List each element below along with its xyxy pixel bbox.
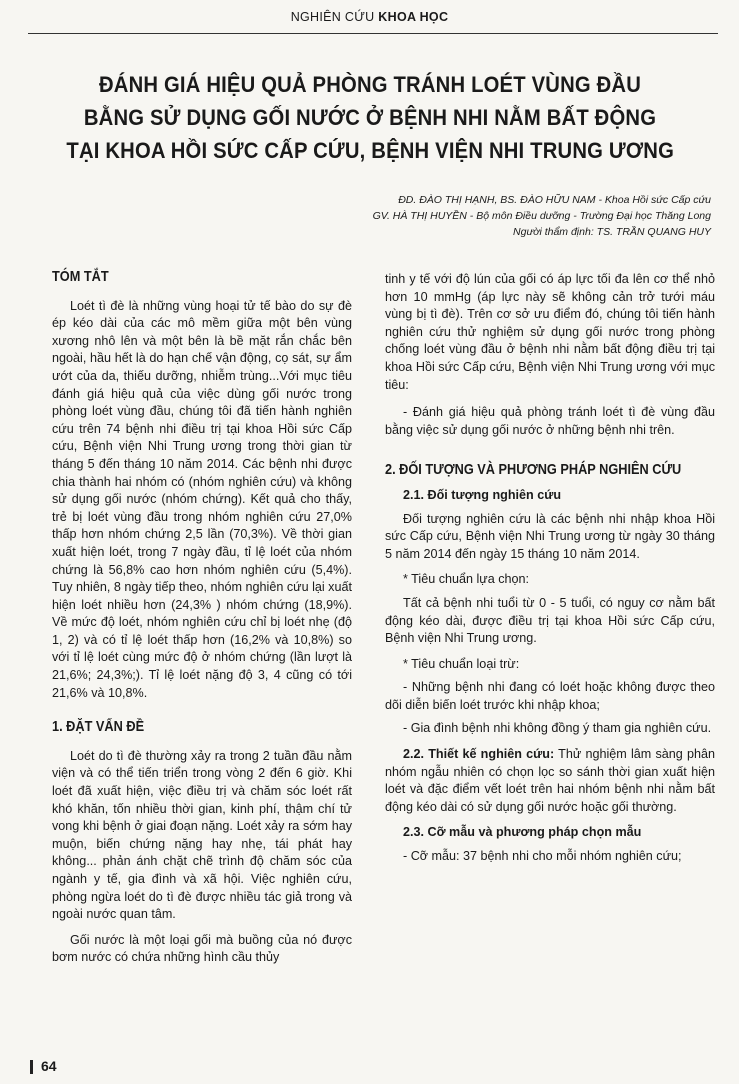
author-line-2: GV. HÀ THỊ HUYỀN - Bộ môn Điều dưỡng - Trường Đại học Thăng Long — [372, 210, 711, 222]
title-line-2: BẰNG SỬ DỤNG GỐI NƯỚC Ở BỆNH NHI NẰM BẤT ĐỘNG — [83, 105, 657, 130]
author-line-3: Người thẩm định: TS. TRẦN QUANG HUY — [513, 226, 711, 238]
subsection-2-2-text: Thử nghiệm lâm sàng phân nhóm ngẫu nhiên có chọn lọc so sánh thời gian xuất hiện loét và đặc điểm vết loét trên hai nhóm bệnh nhi nằm bất động kéo dài có sử dụng gối nước hoặc gối thường. — [385, 747, 715, 814]
subsection-2-3-heading: 2.3. Cỡ mẫu và phương pháp chọn mẫu — [403, 825, 642, 840]
page-number: 64 — [41, 1058, 57, 1074]
page-footer — [30, 1058, 57, 1074]
header-prefix: NGHIÊN CỨU — [290, 10, 375, 24]
continued-paragraph: tinh y tế với độ lún của gối có áp lực tối đa lên cơ thể nhỏ hơn 10 mmHg (áp lực này sẽ không cản trở tưới máu vùng bị tì đè). Trên cơ sở ưu điểm đó, chúng tôi tiến hành nghiên cứu thử nghiệm sử dụng gối nước trong phòng chống loét vùng đầu ở bệnh nhi nằm bất động điều trị tại khoa Hồi sức Cấp cứu, Bệnh viện Nhi Trung ương với mục tiêu: — [385, 272, 715, 392]
header-suffix: KHOA HỌC — [378, 10, 449, 24]
author-line-1: ĐD. ĐÀO THỊ HẠNH, BS. ĐÀO HỮU NAM - Khoa Hồi sức Cấp cứu — [398, 194, 711, 206]
title-line-3: TẠI KHOA HỒI SỨC CẤP CỨU, BỆNH VIỆN NHI TRUNG ƯƠNG — [66, 138, 675, 163]
summary-paragraph: Loét tì đè là những vùng hoại tử tế bào do sự đè ép kéo dài của các mô mềm giữa một bên vùng xương nhô lên và một bên là bề mặt rắn chắc bên ngoài, hầu hết là do hạn chế vận động, cọ sát, sự ẩm ướt của da, thiếu dưỡng, nhiễm trùng...Với mục tiêu đánh giá hiệu quả của việc dùng gối nước trong phòng loét vùng đầu, chúng tôi đã tiến hành nghiên cứu trên 74 bệnh nhi điều trị tại khoa Hồi sức Cấp cứu, Bệnh viện Nhi Trung ương trong thời gian từ tháng 5 đến tháng 10 năm 2014. Các bệnh nhi được chia thành hai nhóm có (nhóm nghiên cứu) và không sử dụng gối nước (nhóm chứng). Kết quả cho thấy, trẻ bị loét vùng đầu trong nhóm nghiên cứu 27,0% thấp hơn nhóm chứng 2,5 lần (70,3%). Về thời gian xuất hiện loét, trong 7 ngày đầu, tỉ lệ loét của nhóm chứng là 56,8% cao hơn nhóm nghiên cứu (5,4%). Tuy nhiên, 8 ngày tiếp theo, nhóm nghiên cứu lại xuất hiện loét nhiều hơn (24,3% ) nhóm chứng (18,9%). Về mức độ loét, nhóm nghiên cứu chỉ bị loét nhẹ (độ 1, 2) và có tỉ lệ loét thấp hơn (16,2% và 10,8%) so với tỉ lệ loét cùng mức độ ở nhóm chứng (lần lượt là 21,6%; 24,3%;). Tỉ lệ loét nặng độ 3, 4 cũng có tới 21,6% và 10,8%. — [52, 298, 352, 700]
header-rule — [28, 33, 718, 34]
subsection-2-1-paragraph: Đối tượng nghiên cứu là các bệnh nhi nhập khoa Hồi sức Cấp cứu, Bệnh viện Nhi Trung ương từ ngày 30 tháng 5 năm 2014 đến ngày 15 tháng 10 năm 2014. — [385, 511, 715, 561]
footer-bar — [30, 1060, 33, 1074]
section-1-heading: 1. ĐẶT VẤN ĐỀ — [52, 718, 145, 736]
right-column — [385, 271, 715, 866]
subsection-2-2-paragraph — [385, 746, 715, 816]
exclusion-heading: * Tiêu chuẩn loại trừ: — [403, 656, 520, 671]
title-line-1: ĐÁNH GIÁ HIỆU QUẢ PHÒNG TRÁNH LOÉT VÙNG ĐẦU — [98, 72, 642, 97]
exclusion-item-1: - Những bệnh nhi đang có loét hoặc không được theo dõi diễn biến loét trước khi nhập khoa; — [385, 680, 715, 712]
inclusion-paragraph: Tất cả bệnh nhi tuổi từ 0 - 5 tuổi, có nguy cơ nằm bất động kéo dài, được điều trị tại khoa Hồi sức Cấp cứu, Bệnh viện Nhi Trung ương. — [385, 595, 715, 646]
author-block — [271, 192, 711, 240]
left-column — [52, 268, 352, 967]
objective-paragraph: - Đánh giá hiệu quả phòng tránh loét tì đè vùng đầu bằng việc sử dụng gối nước ở những bệnh nhi trên. — [385, 405, 715, 437]
subsection-2-2-label: 2.2. Thiết kế nghiên cứu: — [403, 747, 555, 762]
subsection-2-1-heading: 2.1. Đối tượng nghiên cứu — [403, 487, 562, 502]
exclusion-item-2: - Gia đình bệnh nhi không đồng ý tham gia nghiên cứu. — [403, 721, 712, 736]
summary-heading: TÓM TẮT — [52, 268, 109, 285]
section-2-heading: 2. ĐỐI TƯỢNG VÀ PHƯƠNG PHÁP NGHIÊN CỨU — [385, 461, 682, 479]
running-header — [0, 10, 739, 24]
subsection-2-3-paragraph: - Cỡ mẫu: 37 bệnh nhi cho mỗi nhóm nghiên cứu; — [403, 849, 682, 864]
inclusion-heading: * Tiêu chuẩn lựa chọn: — [403, 572, 530, 587]
section-1-paragraph-2: Gối nước là một loại gối mà buồng của nó được bơm nước có chứa những hình cầu thủy — [52, 932, 352, 965]
article-title — [66, 68, 673, 167]
section-1-paragraph-1: Loét do tì đè thường xảy ra trong 2 tuần đầu nằm viện và có thể tiến triển trong vòng 2 đến 6 giờ. Khi loét đã xuất hiện, việc điều trị và chăm sóc loét rất khó khăn, tốn nhiều thời gian, kinh phí, thậm chí tử vong khi bệnh ở giai đoạn nặng. Loét xảy ra sớm hay muộn, biến chứng nặng hay nhẹ, tái phát hay không... phản ánh chặt chẽ trình độ chăm sóc của ngành y tế, gia đình và xã hội. Việc nghiên cứu, phòng ngừa loét do tì đè được nhiều tác giả trong và ngoài nước quan tâm. — [52, 748, 352, 922]
